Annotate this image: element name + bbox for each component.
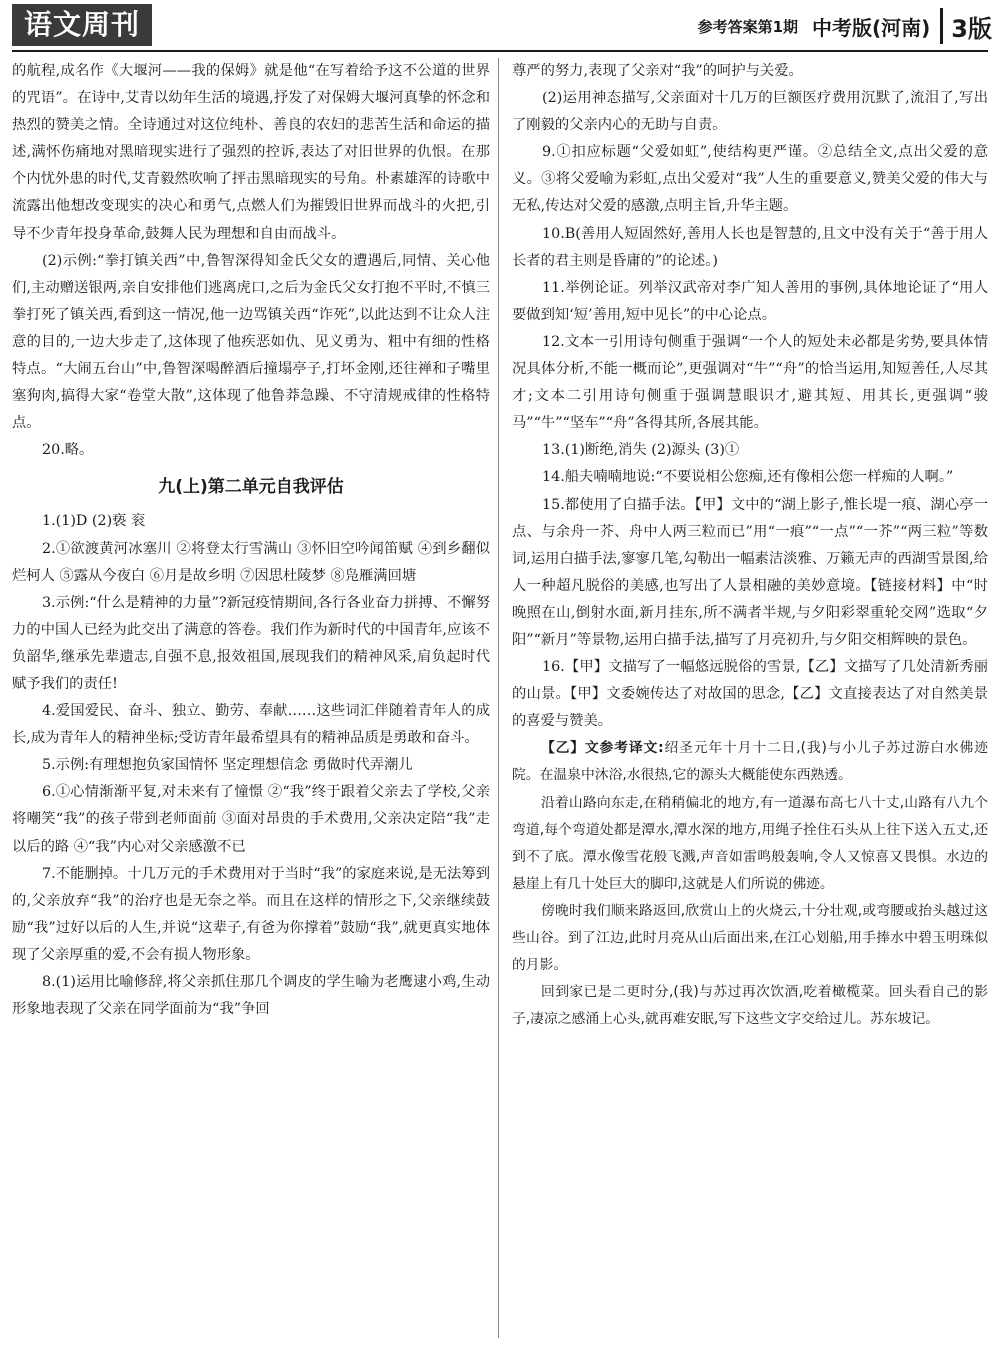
column-divider <box>498 58 499 1338</box>
translation-paragraph: 回到家已是二更时分,(我)与苏过再次饮酒,吃着橄榄菜。回头看自己的影子,凄凉之感涌上心头,就再难安眠,写下这些文字交给过儿。苏东坡记。 <box>512 984 988 1028</box>
page-number: 3版 <box>951 14 992 43</box>
header-rule <box>12 50 988 52</box>
answer-item: 11.举例论证。列举汉武帝对李广知人善用的事例,具体地论证了“用人要做到知‘短’善用,短中见长”的中心论点。 <box>512 279 988 323</box>
answer-item: 10.B(善用人短固然好,善用人长也是智慧的,且文中没有关于“善于用人长者的君主则是昏庸的”的论述。) <box>512 225 988 269</box>
section-title: 九(上)第二单元自我评估 <box>158 477 344 498</box>
translation-paragraph: 沿着山路向东走,在稍稍偏北的地方,有一道瀑布高七八十丈,山路有八九个弯道,每个弯道处都是潭水,潭水深的地方,用绳子拴住石头从上往下送入五丈,还到不了底。潭水像雪花般飞溅,声音如雷鸣般轰响,令人又惊喜又畏惧。水边的悬崖上有几十处巨大的脚印,这就是人们所说的佛迹。 <box>512 794 988 892</box>
issue-label: 参考答案第1期 <box>697 17 799 36</box>
translation-text: 绍圣元年十月十二日,(我)与小儿子苏过游白水佛迹院。在温泉中沐浴,水很热,它的源头大概能使东西熟透。 <box>512 740 988 784</box>
answer-item: 4.爱国爱民、奋斗、独立、勤劳、奉献……这些词汇伴随着青年人的成长,成为青年人的精神坐标;受访青年最希望具有的精神品质是勇敢和奋斗。 <box>12 703 490 747</box>
page-header <box>0 0 1000 52</box>
answer-paragraph: 20.略。 <box>42 442 94 459</box>
answer-item: 2.①欲渡黄河冰塞川 ②将登太行雪满山 ③怀旧空吟闻笛赋 ④到乡翻似烂柯人 ⑤露从今夜白 ⑥月是故乡明 ⑦因思杜陵梦 ⑧凫雁满回塘 <box>12 540 490 584</box>
answer-item: 3.示例:“什么是精神的力量”?新冠疫情期间,各行各业奋力拼搏、不懈努力的中国人已经为此交出了满意的答卷。我们作为新时代的中国青年,应该不负韶华,继承先辈遗志,自强不息,报效祖国,展现我们的精神风采,肩负起时代赋予我们的责任! <box>12 594 490 692</box>
answer-item: 1.(1)D (2)亵 衮 <box>42 513 146 530</box>
answer-item: (2)运用神态描写,父亲面对十几万的巨额医疗费用沉默了,流泪了,写出了刚毅的父亲内心的无助与自责。 <box>512 90 988 134</box>
answer-item: 9.①扣应标题“父爱如虹”,使结构更严谨。②总结全文,点出父爱的意义。③将父爱喻为彩虹,点出父爱对“我”人生的重要意义,赞美父爱的伟大与无私,传达对父爱的感激,点明主旨,升华主题。 <box>512 144 988 215</box>
left-column <box>12 58 490 1023</box>
header-divider <box>940 8 943 44</box>
right-column <box>512 58 988 1033</box>
translation-title: 【乙】文参考译文: <box>540 740 664 757</box>
answer-item: 6.①心情渐渐平复,对未来有了憧憬 ②“我”终于跟着父亲去了学校,父亲将嘲笑“我”的孩子带到老师面前 ③面对昂贵的手术费用,父亲决定陪“我”走以后的路 ④“我”内心对父亲感激不已 <box>12 784 490 855</box>
answer-paragraph: 的航程,成名作《大堰河——我的保姆》就是他“在写着给予这不公道的世界的咒语”。在诗中,艾青以幼年生活的境遇,抒发了对保姆大堰河真挚的怀念和热烈的赞美之情。全诗通过对这位纯朴、善良的农妇的悲苦生活和命运的描述,满怀伤痛地对黑暗现实进行了强烈的控诉,表达了对旧世界的仇恨。在那个内忧外患的时代,艾青毅然吹响了抨击黑暗现实的号角。朴素雄浑的诗歌中流露出他想改变现实的决心和勇气,点燃人们为摧毁旧世界而战斗的火把,引导不少青年投身革命,鼓舞人民为理想和自由而战斗。 <box>12 63 490 242</box>
answer-paragraph: 尊严的努力,表现了父亲对“我”的呵护与关爱。 <box>512 63 803 79</box>
answer-item: 15.都使用了白描手法。【甲】文中的“湖上影子,惟长堤一痕、湖心亭一点、与余舟一芥、舟中人两三粒而已”用“一痕”“一点”“一芥”“两三粒”等数词,运用白描手法,寥寥几笔,勾勒出一幅素洁淡雅、万籁无声的西湖雪景图,给人一种超凡脱俗的美感,也写出了人景相融的美妙意境。【链接材料】中“时晚照在山,倒射水面,新月挂东,所不满者半规,与夕阳彩翠重轮交网”选取“夕阳”“新月”等景物,运用白描手法,描写了月亮初升,与夕阳交相辉映的景色。 <box>512 496 988 648</box>
answer-item: 8.(1)运用比喻修辞,将父亲抓住那几个调皮的学生喻为老鹰逮小鸡,生动形象地表现了父亲在同学面前为“我”争回 <box>12 974 490 1018</box>
answer-paragraph: (2)示例:“拳打镇关西”中,鲁智深得知金氏父女的遭遇后,同情、关心他们,主动赠送银两,亲自安排他们逃离虎口,之后为金氏父女打抱不平时,不慎三拳打死了镇关西,看到这一情况,他一边骂镇关西“诈死”,以此达到不让众人注意的目的,一边大步走了,这体现了他疾恶如仇、见义勇为、粗中有细的性格特点。“大闹五台山”中,鲁智深喝醉酒后撞塌亭子,打坏金刚,还往禅和子嘴里塞狗肉,搞得大家“卷堂大散”,这体现了他鲁莽急躁、不守清规戒律的性格特点。 <box>12 252 490 432</box>
header-info <box>698 4 992 48</box>
answer-item: 7.不能删掉。十几万元的手术费用对于当时“我”的家庭来说,是无法筹到的,父亲放弃“我”的治疗也是无奈之举。而且在这样的情形之下,父亲继续鼓励“我”过好以后的人生,并说“这辈子,有爸为你撑着”鼓励“我”,就更真实地体现了父亲厚重的爱,不会有损人物形象。 <box>12 865 490 963</box>
translation-paragraph: 傍晚时我们顺来路返回,欣赏山上的火烧云,十分壮观,或弯腰或抬头越过这些山谷。到了江边,此时月亮从山后面出来,在江心划船,用手捧水中碧玉明珠似的月影。 <box>512 902 988 974</box>
answer-item: 14.船夫喃喃地说:“不要说相公您痴,还有像相公您一样痴的人啊。” <box>542 469 954 486</box>
answer-item: 5.示例:有理想抱负家国情怀 坚定理想信念 勇做时代弄潮儿 <box>42 757 413 774</box>
translation-paragraph <box>512 735 988 789</box>
answer-item: 12.文本一引用诗句侧重于强调“一个人的短处未必都是劣势,要具体情况具体分析,不能一概而论”,更强调对“牛”“舟”的恰当运用,知短善任,人尽其才;文本二引用诗句侧重于强调慧眼识才,避其短、用其长,更强调“骏马”“牛”“坚车”“舟”各得其所,各展其能。 <box>512 333 988 432</box>
edition-label: 中考版(河南) <box>812 15 931 40</box>
answer-item: 13.(1)断绝,消失 (2)源头 (3)① <box>542 442 740 459</box>
masthead: 语文周刊 <box>12 4 152 46</box>
answer-item: 16.【甲】文描写了一幅悠远脱俗的雪景,【乙】文描写了几处清新秀丽的山景。【甲】文委婉传达了对故国的思念,【乙】文直接表达了对自然美景的喜爱与赞美。 <box>512 659 988 730</box>
